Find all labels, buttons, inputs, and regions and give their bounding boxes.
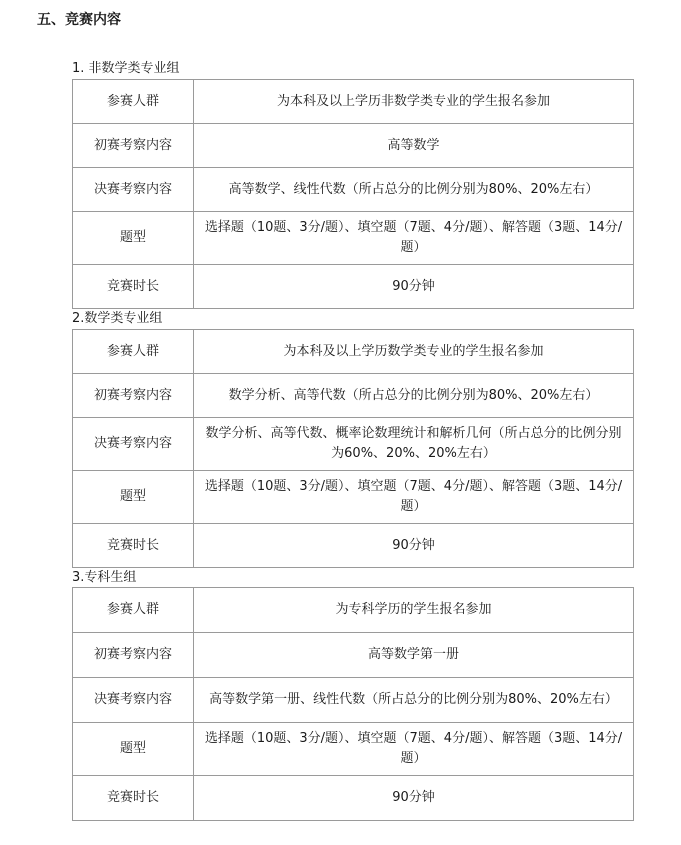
table-row <box>73 633 634 678</box>
row-value: 高等数学第一册 <box>194 633 634 678</box>
row-label: 决赛考察内容 <box>73 418 194 471</box>
table-row <box>73 124 634 168</box>
row-label: 初赛考察内容 <box>73 633 194 678</box>
table-row <box>73 588 634 633</box>
row-label: 题型 <box>73 212 194 265</box>
group-title-non-math: 1. 非数学类专业组 <box>72 61 180 76</box>
row-value: 数学分析、高等代数、概率论数理统计和解析几何（所占总分的比例分别为60%、20%、20%左右） <box>194 418 634 471</box>
table-row <box>73 374 634 418</box>
table-row <box>73 330 634 374</box>
table-row <box>73 524 634 568</box>
table-row <box>73 212 634 265</box>
group-title-math: 2.数学类专业组 <box>72 311 163 326</box>
row-value: 选择题（10题、3分/题）、填空题（7题、4分/题）、解答题（3题、14分/题） <box>194 212 634 265</box>
row-label: 竞赛时长 <box>73 776 194 821</box>
row-value: 为本科及以上学历数学类专业的学生报名参加 <box>194 330 634 374</box>
row-label: 决赛考察内容 <box>73 678 194 723</box>
table-row <box>73 418 634 471</box>
row-label: 参赛人群 <box>73 80 194 124</box>
row-label: 初赛考察内容 <box>73 374 194 418</box>
table-row <box>73 723 634 776</box>
row-label: 参赛人群 <box>73 330 194 374</box>
row-value: 90分钟 <box>194 524 634 568</box>
row-value: 选择题（10题、3分/题）、填空题（7题、4分/题）、解答题（3题、14分/题） <box>194 471 634 524</box>
table-row <box>73 265 634 309</box>
table-row <box>73 776 634 821</box>
row-value: 为专科学历的学生报名参加 <box>194 588 634 633</box>
row-value: 高等数学第一册、线性代数（所占总分的比例分别为80%、20%左右） <box>194 678 634 723</box>
row-value: 为本科及以上学历非数学类专业的学生报名参加 <box>194 80 634 124</box>
group-title-junior-college: 3.专科生组 <box>72 570 137 585</box>
table-row <box>73 80 634 124</box>
row-value: 90分钟 <box>194 776 634 821</box>
row-label: 题型 <box>73 471 194 524</box>
row-value: 90分钟 <box>194 265 634 309</box>
row-label: 竞赛时长 <box>73 524 194 568</box>
row-label: 题型 <box>73 723 194 776</box>
table-row <box>73 471 634 524</box>
table-math <box>72 329 634 568</box>
table-non-math <box>72 79 634 309</box>
table-row <box>73 678 634 723</box>
row-value: 高等数学 <box>194 124 634 168</box>
row-value: 选择题（10题、3分/题）、填空题（7题、4分/题）、解答题（3题、14分/题） <box>194 723 634 776</box>
table-row <box>73 168 634 212</box>
row-label: 竞赛时长 <box>73 265 194 309</box>
row-value: 高等数学、线性代数（所占总分的比例分别为80%、20%左右） <box>194 168 634 212</box>
row-label: 初赛考察内容 <box>73 124 194 168</box>
row-value: 数学分析、高等代数（所占总分的比例分别为80%、20%左右） <box>194 374 634 418</box>
table-junior-college <box>72 587 634 821</box>
section-title: 五、竞赛内容 <box>37 12 121 28</box>
row-label: 参赛人群 <box>73 588 194 633</box>
row-label: 决赛考察内容 <box>73 168 194 212</box>
